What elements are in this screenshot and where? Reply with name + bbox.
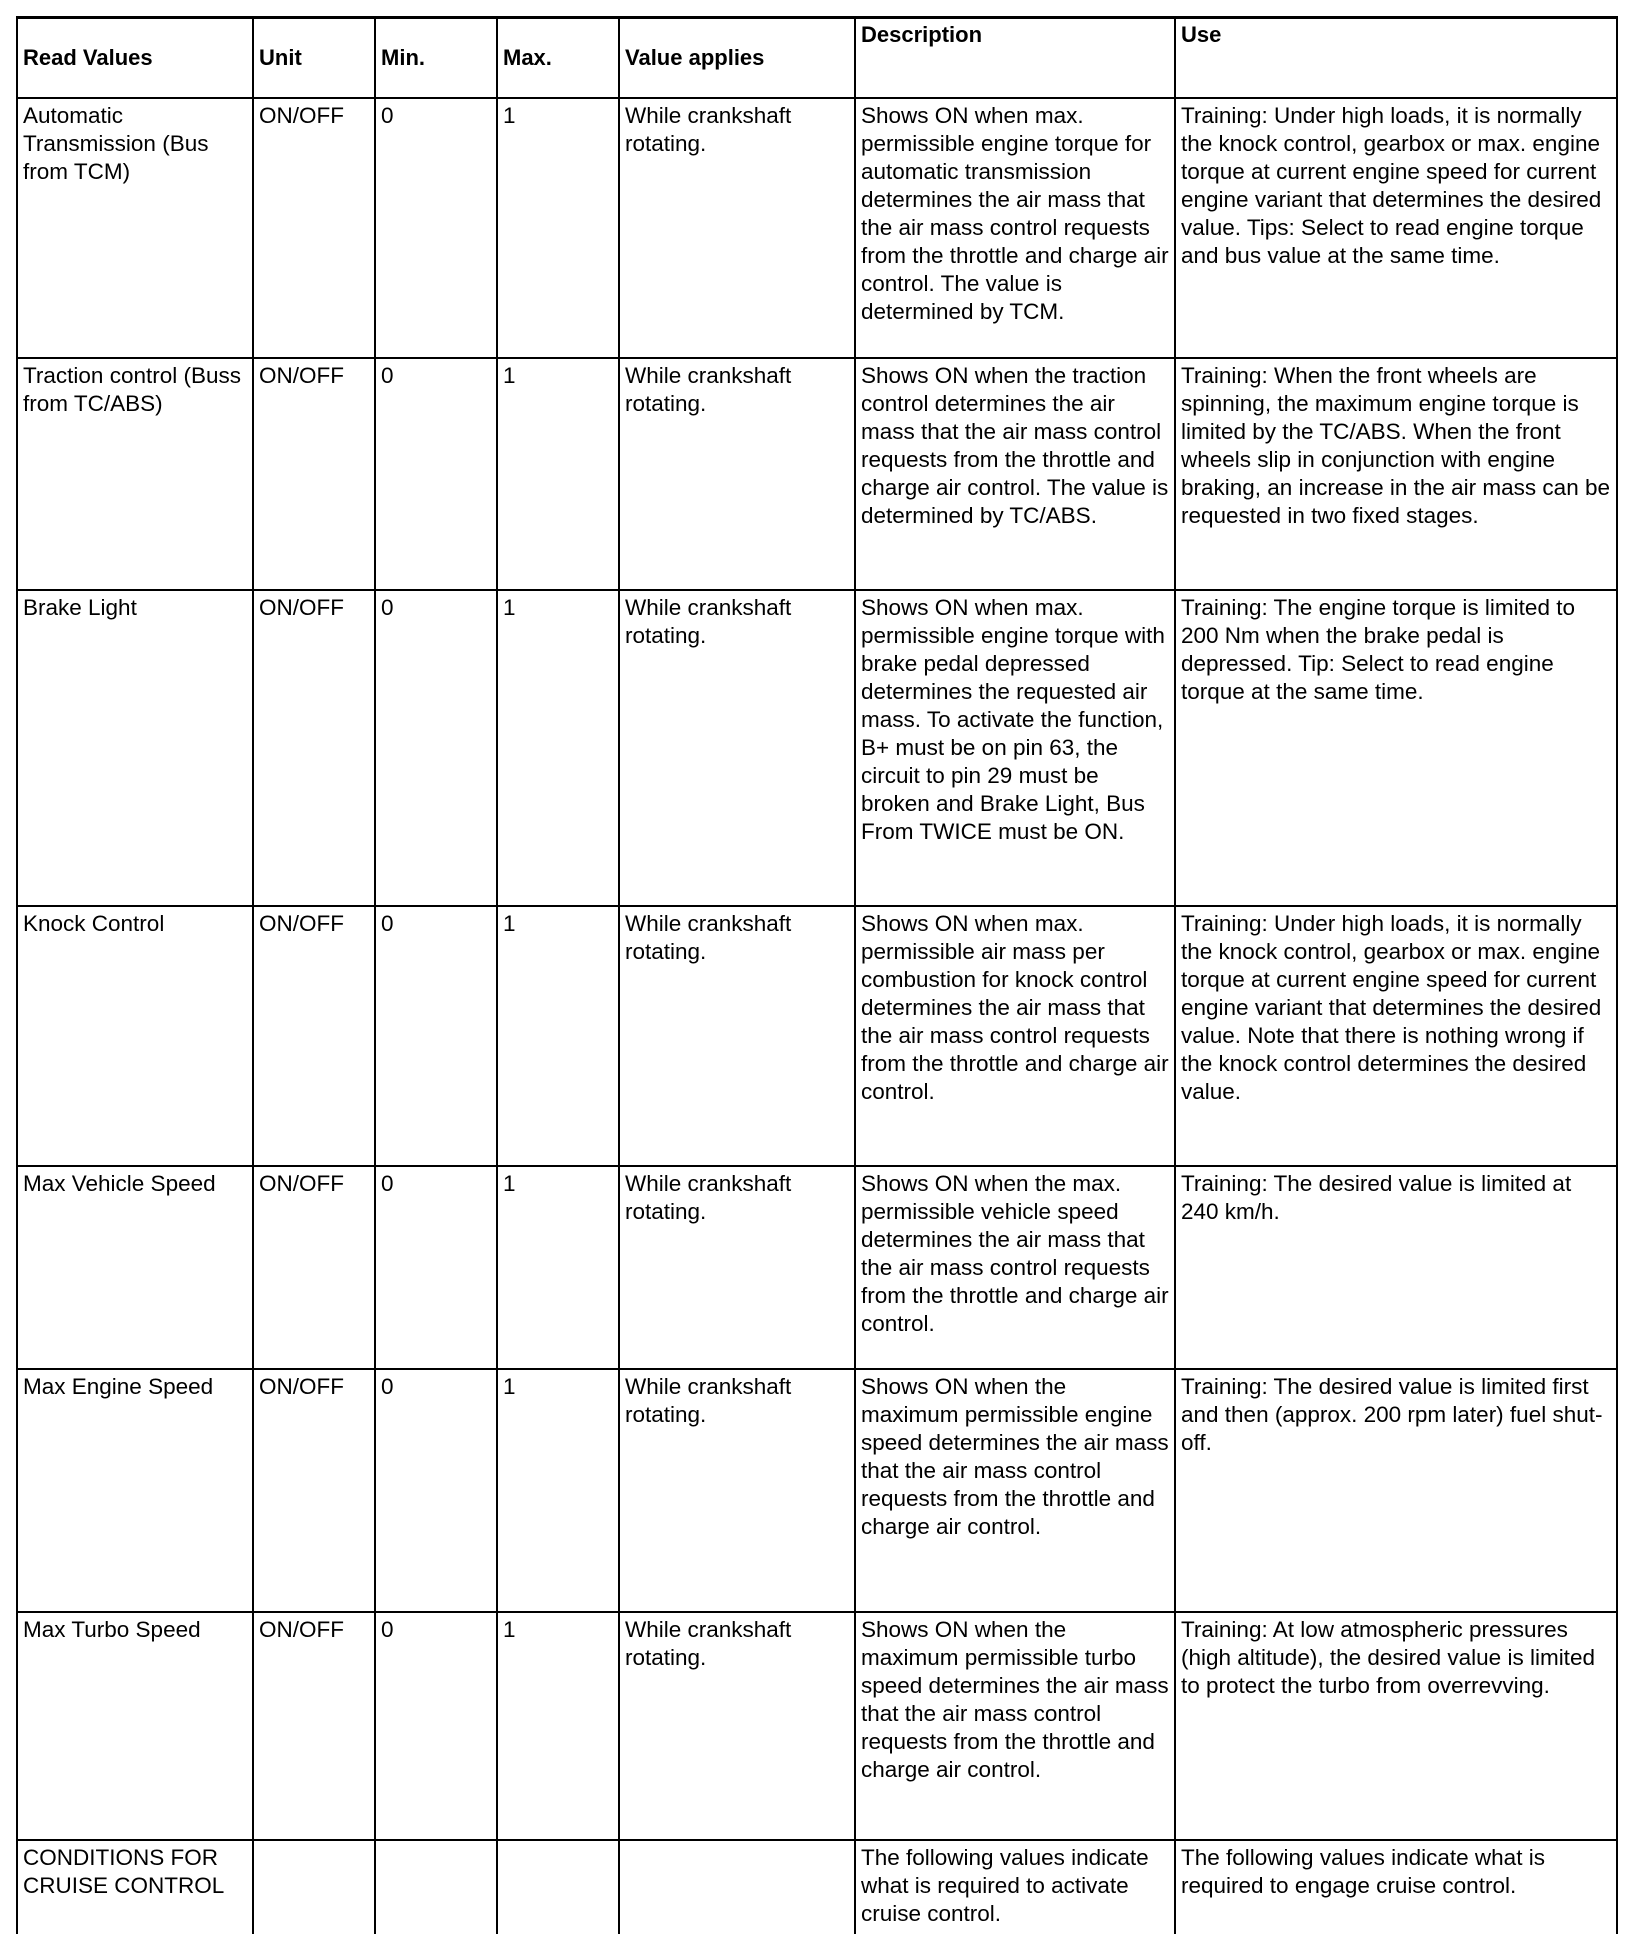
cell-use: Training: The desired value is limited first and then (approx. 200 rpm later) fuel shut-off. <box>1175 1369 1617 1612</box>
cell-max: 1 <box>497 590 619 906</box>
table-row <box>17 1612 1617 1840</box>
cell-read-value: Max Engine Speed <box>17 1369 253 1612</box>
cell-unit: ON/OFF <box>253 358 375 590</box>
cell-use: Training: Under high loads, it is normally the knock control, gearbox or max. engine torque at current engine speed for current engine variant that determines the desired value. Note that there is nothing wrong if the knock control determines the desired value. <box>1175 906 1617 1166</box>
cell-use: Training: The engine torque is limited to 200 Nm when the brake pedal is depressed. Tip: Select to read engine torque at the same time. <box>1175 590 1617 906</box>
table-row <box>17 1166 1617 1369</box>
cell-unit: ON/OFF <box>253 98 375 358</box>
table-row <box>17 590 1617 906</box>
header-read-values: Read Values <box>17 18 253 99</box>
cell-unit: ON/OFF <box>253 906 375 1166</box>
cell-read-value: Brake Light <box>17 590 253 906</box>
cell-min: 0 <box>375 1166 497 1369</box>
cell-min: 0 <box>375 358 497 590</box>
cell-value-applies: While crankshaft rotating. <box>619 98 855 358</box>
table-row <box>17 906 1617 1166</box>
header-value-applies: Value applies <box>619 18 855 99</box>
header-min: Min. <box>375 18 497 99</box>
cell-description: Shows ON when max. permissible air mass per combustion for knock control determines the air mass that the air mass control requests from the throttle and charge air control. <box>855 906 1175 1166</box>
table-row <box>17 98 1617 358</box>
cell-read-value: Max Vehicle Speed <box>17 1166 253 1369</box>
header-description: Description <box>855 18 1175 99</box>
cell-max: 1 <box>497 1369 619 1612</box>
cell-value-applies: While crankshaft rotating. <box>619 1166 855 1369</box>
cell-use: Training: Under high loads, it is normally the knock control, gearbox or max. engine torque at current engine speed for current engine variant that determines the desired value. Tips: Select to read engine torque and bus value at the same time. <box>1175 98 1617 358</box>
cell-unit: ON/OFF <box>253 1369 375 1612</box>
cell-description: Shows ON when the traction control determines the air mass that the air mass control requests from the throttle and charge air control. The value is determined by TC/ABS. <box>855 358 1175 590</box>
header-use: Use <box>1175 18 1617 99</box>
cell-value-applies: While crankshaft rotating. <box>619 906 855 1166</box>
cell-min: 0 <box>375 98 497 358</box>
cell-max: 1 <box>497 1612 619 1840</box>
cell-description: The following values indicate what is required to activate cruise control. <box>855 1840 1175 1934</box>
cell-min: 0 <box>375 906 497 1166</box>
cell-max: 1 <box>497 1166 619 1369</box>
cell-read-value: Traction control (Buss from TC/ABS) <box>17 358 253 590</box>
cell-read-value: CONDITIONS FOR CRUISE CONTROL <box>17 1840 253 1934</box>
cell-unit: ON/OFF <box>253 590 375 906</box>
cell-description: Shows ON when the maximum permissible turbo speed determines the air mass that the air mass control requests from the throttle and charge air control. <box>855 1612 1175 1840</box>
cell-min: 0 <box>375 590 497 906</box>
cell-unit: ON/OFF <box>253 1166 375 1369</box>
cell-value-applies: While crankshaft rotating. <box>619 358 855 590</box>
cell-read-value: Max Turbo Speed <box>17 1612 253 1840</box>
cell-use: Training: The desired value is limited at 240 km/h. <box>1175 1166 1617 1369</box>
cell-unit: ON/OFF <box>253 1612 375 1840</box>
cell-use: The following values indicate what is required to engage cruise control. <box>1175 1840 1617 1934</box>
table-row <box>17 358 1617 590</box>
read-values-table <box>16 16 1618 1934</box>
cell-use: Training: When the front wheels are spinning, the maximum engine torque is limited by the TC/ABS. When the front wheels slip in conjunction with engine braking, an increase in the air mass can be requested in two fixed stages. <box>1175 358 1617 590</box>
cell-description: Shows ON when the maximum permissible engine speed determines the air mass that the air mass control requests from the throttle and charge air control. <box>855 1369 1175 1612</box>
cell-min: 0 <box>375 1369 497 1612</box>
cell-use: Training: At low atmospheric pressures (high altitude), the desired value is limited to protect the turbo from overrevving. <box>1175 1612 1617 1840</box>
cell-description: Shows ON when max. permissible engine torque for automatic transmission determines the air mass that the air mass control requests from the throttle and charge air control. The value is determined by TCM. <box>855 98 1175 358</box>
header-unit: Unit <box>253 18 375 99</box>
cell-value-applies: While crankshaft rotating. <box>619 590 855 906</box>
table-row <box>17 1369 1617 1612</box>
cell-value-applies: While crankshaft rotating. <box>619 1612 855 1840</box>
cell-max: 1 <box>497 98 619 358</box>
cell-description: Shows ON when max. permissible engine torque with brake pedal depressed determines the requested air mass. To activate the function, B+ must be on pin 63, the circuit to pin 29 must be broken and Brake Light, Bus From TWICE must be ON. <box>855 590 1175 906</box>
header-max: Max. <box>497 18 619 99</box>
cell-read-value: Knock Control <box>17 906 253 1166</box>
cell-value-applies: While crankshaft rotating. <box>619 1369 855 1612</box>
table-header-row <box>17 18 1617 99</box>
cell-read-value: Automatic Transmission (Bus from TCM) <box>17 98 253 358</box>
cell-description: Shows ON when the max. permissible vehicle speed determines the air mass that the air mass control requests from the throttle and charge air control. <box>855 1166 1175 1369</box>
cell-min: 0 <box>375 1612 497 1840</box>
cell-max: 1 <box>497 906 619 1166</box>
cell-max: 1 <box>497 358 619 590</box>
